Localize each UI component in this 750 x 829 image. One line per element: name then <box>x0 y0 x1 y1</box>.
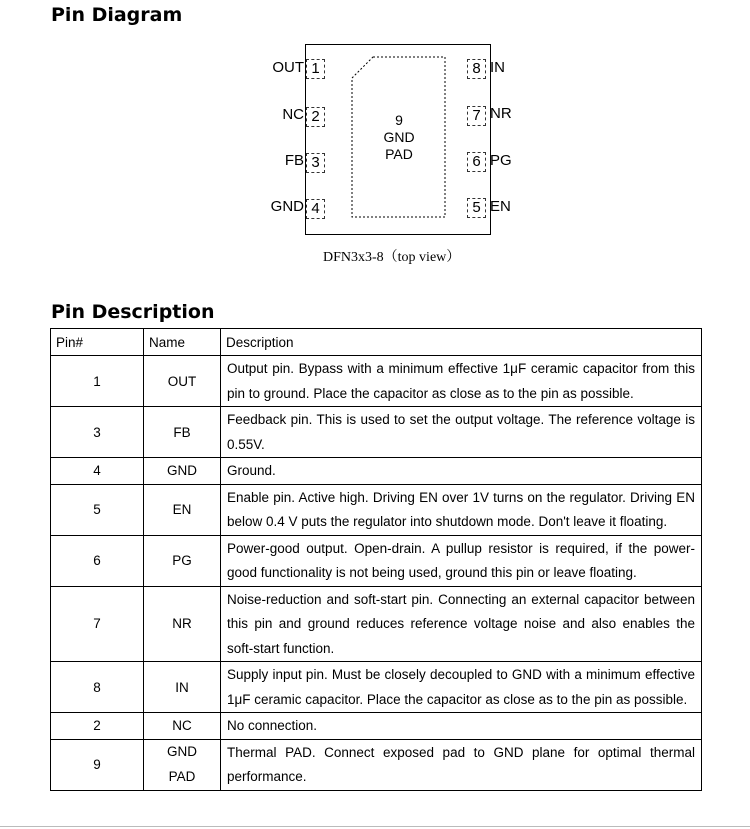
table-row <box>51 407 702 458</box>
pin-5-box: 5 <box>467 198 486 218</box>
table-row <box>51 713 702 740</box>
pin-number-cell: 3 <box>51 407 144 458</box>
pin-5-name: EN <box>490 198 511 215</box>
pin-name-cell: OUT <box>144 356 221 407</box>
table-row <box>51 739 702 790</box>
pin-description-cell: Supply input pin. Must be closely decoupled to GND with a minimum effective 1μF ceramic capacitor. Place the capacitor as close as to the pin as possible. <box>221 662 702 713</box>
table-row <box>51 484 702 535</box>
pin-6-name: PG <box>490 152 512 169</box>
pin-2-box: 2 <box>306 107 325 127</box>
pad-number: 9 <box>395 112 403 128</box>
pin-name-line-1: GND <box>167 744 197 759</box>
table-row <box>51 356 702 407</box>
pin-number-cell: 8 <box>51 662 144 713</box>
table-row <box>51 586 702 662</box>
column-header-name: Name <box>144 329 221 356</box>
pin-description-table <box>50 328 702 791</box>
pin-description-cell: Power-good output. Open-drain. A pullup resistor is required, if the power-good functionality is not being used, ground this pin or leave floating. <box>221 535 702 586</box>
pin-number-cell: 1 <box>51 356 144 407</box>
pin-4-box: 4 <box>306 199 325 219</box>
pin-diagram-heading: Pin Diagram <box>51 4 183 26</box>
table-row <box>51 458 702 485</box>
pin-name-cell: NC <box>144 713 221 740</box>
pin-number-cell: 2 <box>51 713 144 740</box>
table-header-row <box>51 329 702 356</box>
pin-number-cell: 9 <box>51 739 144 790</box>
pad-label-pad: PAD <box>385 146 413 162</box>
pin-name-cell: IN <box>144 662 221 713</box>
pin-description-cell: Output pin. Bypass with a minimum effective 1μF ceramic capacitor from this pin to ground. Place the capacitor as close as to the pin as possible. <box>221 356 702 407</box>
pin-description-cell: Noise-reduction and soft-start pin. Connecting an external capacitor between this pin and ground reduces reference voltage noise and also enables the soft-start function. <box>221 586 702 662</box>
package-caption: DFN3x3-8（top view） <box>323 250 461 265</box>
page-bottom-divider <box>0 826 750 827</box>
pin-description-cell: Enable pin. Active high. Driving EN over 1V turns on the regulator. Driving EN below 0.4 V puts the regulator into shutdown mode. Don't leave it floating. <box>221 484 702 535</box>
pin-number-cell: 6 <box>51 535 144 586</box>
pin-3-name: FB <box>284 152 304 169</box>
pin-1-box: 1 <box>306 59 325 79</box>
pin-1-name: OUT <box>272 59 304 76</box>
table-row <box>51 535 702 586</box>
pad-label-gnd: GND <box>383 129 415 145</box>
pin-7-box: 7 <box>467 106 486 126</box>
pin-diagram <box>0 0 750 290</box>
pin-2-name: NC <box>282 106 304 123</box>
pin-number-cell: 4 <box>51 458 144 485</box>
pin-name-cell: PG <box>144 535 221 586</box>
pin-name-cell <box>144 739 221 790</box>
pin-8-box: 8 <box>467 59 486 79</box>
pin-name-cell: GND <box>144 458 221 485</box>
pin-description-cell: Thermal PAD. Connect exposed pad to GND plane for optimal thermal performance. <box>221 739 702 790</box>
pin-number-cell: 5 <box>51 484 144 535</box>
pin-name-line-2: PAD <box>168 768 196 784</box>
pin-3-box: 3 <box>306 153 325 173</box>
column-header-pin: Pin# <box>51 329 144 356</box>
pin-description-cell: Ground. <box>221 458 702 485</box>
pin-4-name: GND <box>270 198 304 215</box>
pin-number-cell: 7 <box>51 586 144 662</box>
pin-name-cell: EN <box>144 484 221 535</box>
pin-8-name: IN <box>490 59 505 76</box>
pin-description-cell: No connection. <box>221 713 702 740</box>
table-row <box>51 662 702 713</box>
pin-description-heading: Pin Description <box>51 301 215 323</box>
column-header-description: Description <box>221 329 702 356</box>
pin-6-box: 6 <box>467 152 486 172</box>
pin-name-cell: NR <box>144 586 221 662</box>
pin-name-cell: FB <box>144 407 221 458</box>
pin-7-name: NR <box>490 105 512 122</box>
pin-description-cell: Feedback pin. This is used to set the output voltage. The reference voltage is 0.55V. <box>221 407 702 458</box>
